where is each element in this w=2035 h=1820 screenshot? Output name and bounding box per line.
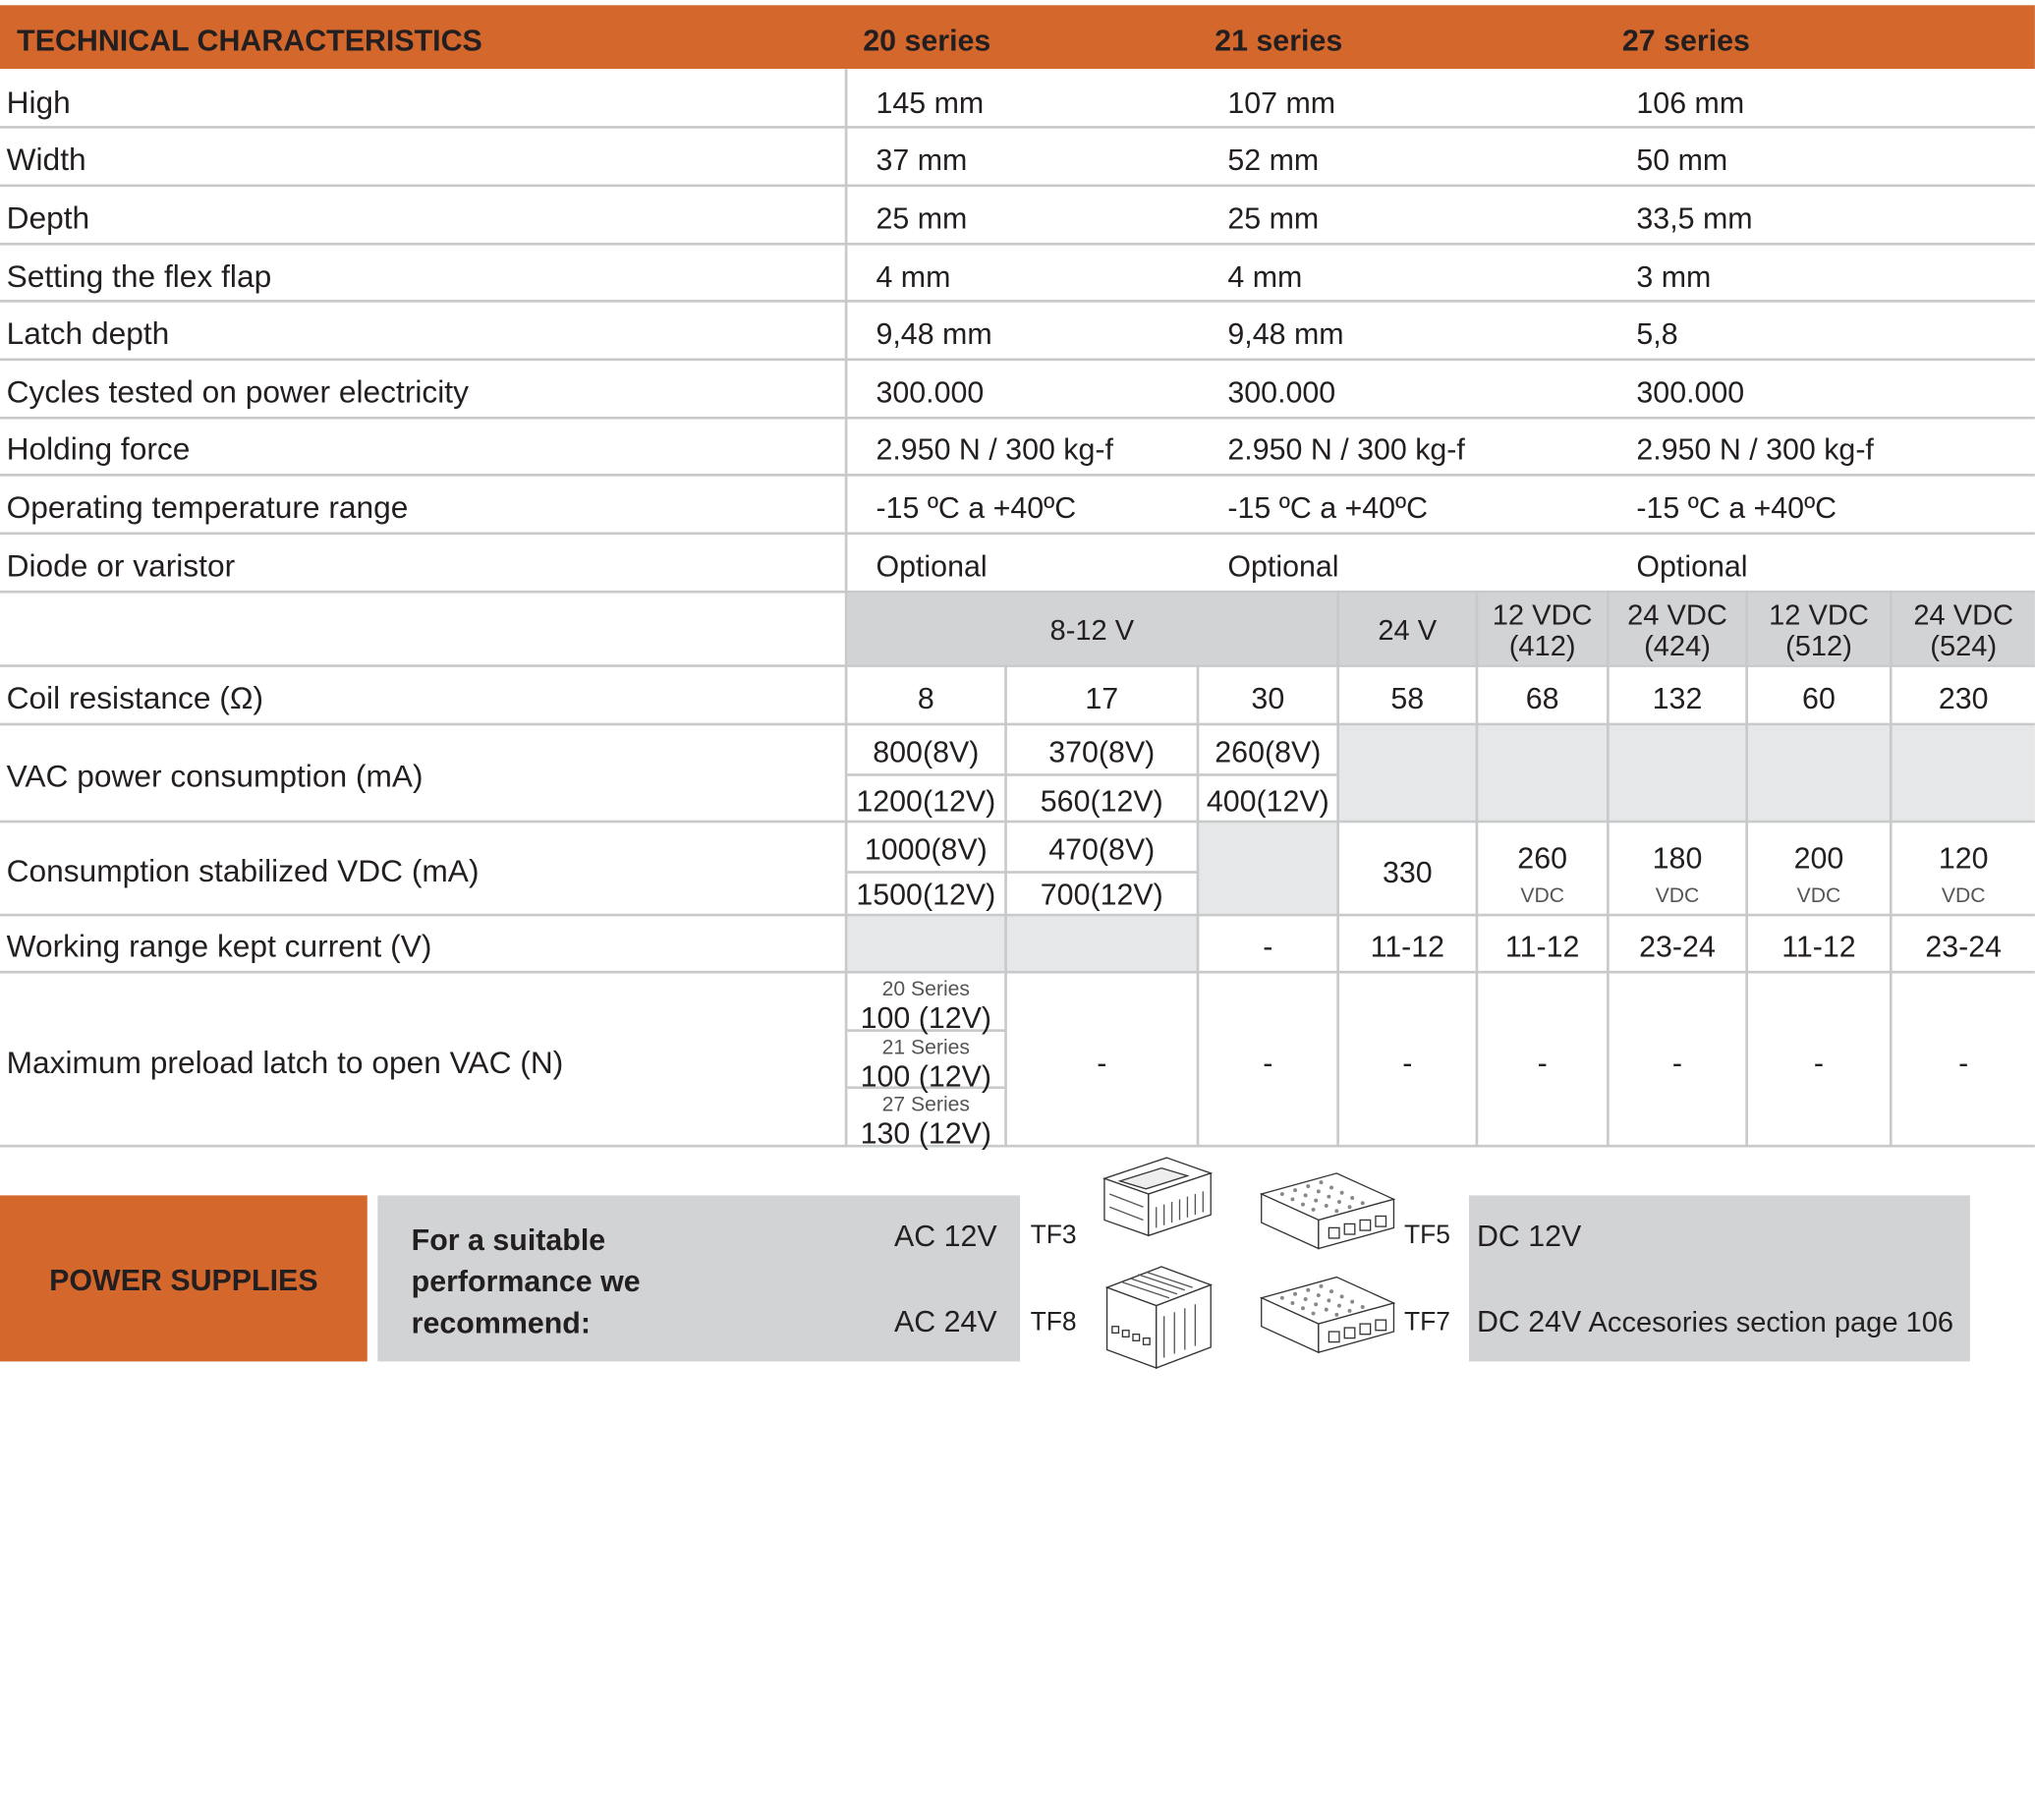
cell-21: Optional: [1227, 548, 1339, 583]
vdc-cell: 1000(8V): [864, 831, 988, 866]
working-cell: 23-24: [1925, 929, 2003, 963]
cell-27: 300.000: [1636, 374, 1745, 410]
cell-27: 2.950 N / 300 kg-f: [1636, 431, 1874, 467]
header-27-series: 27 series: [1621, 23, 1750, 58]
ac-12v: AC 12V: [893, 1219, 997, 1253]
preload-dash: -: [1402, 1046, 1413, 1080]
cell-21: -15 ºC a +40ºC: [1227, 490, 1429, 525]
cell-27: 3 mm: [1636, 259, 1712, 294]
cell-20: Optional: [876, 548, 988, 583]
row-label: Coil resistance (Ω): [6, 681, 264, 717]
row-label: Operating temperature range: [6, 490, 409, 526]
vdc-cell: 180 VDC: [1652, 840, 1703, 908]
recommend-box: [377, 1195, 1020, 1361]
coil-cell: 230: [1938, 681, 1989, 715]
header-title: TECHNICAL CHARACTERISTICS: [17, 23, 482, 58]
coil-cell: 17: [1085, 681, 1119, 715]
tf3-label: TF3: [1030, 1221, 1077, 1250]
voltage-424: 24 VDC (424): [1627, 597, 1727, 662]
cell-20: 145 mm: [876, 85, 985, 120]
row-label: High: [6, 85, 71, 121]
row-label: Consumption stabilized VDC (mA): [6, 854, 480, 889]
header-21-series: 21 series: [1215, 23, 1343, 58]
vac-cell: 1200(12V): [856, 783, 996, 819]
vac-cell: 400(12V): [1206, 783, 1329, 819]
row-label: Maximum preload latch to open VAC (N): [6, 1046, 564, 1082]
cell-20: -15 ºC a +40ºC: [876, 490, 1077, 525]
row-label: Latch depth: [6, 316, 170, 352]
header-20-series: 20 series: [863, 23, 991, 58]
tf5-label: TF5: [1403, 1221, 1450, 1250]
cell-27: -15 ºC a +40ºC: [1636, 490, 1837, 525]
cell-20: 2.950 N / 300 kg-f: [876, 431, 1113, 467]
cell-20: 4 mm: [876, 259, 951, 294]
preload-dash: -: [1263, 1046, 1273, 1080]
coil-cell: 8: [917, 681, 934, 715]
vac-cell: 370(8V): [1048, 734, 1156, 768]
tf8-label: TF8: [1030, 1308, 1077, 1337]
cell-21: 300.000: [1227, 374, 1336, 410]
table-header: [0, 5, 2035, 69]
cell-20: 37 mm: [876, 142, 968, 177]
voltage-24: 24 V: [1378, 613, 1438, 647]
preload-21: 21 Series 100 (12V): [860, 1037, 992, 1094]
preload-dash: -: [1671, 1046, 1683, 1080]
cell-21: 4 mm: [1227, 259, 1303, 294]
coil-cell: 68: [1525, 681, 1559, 715]
coil-cell: 58: [1390, 681, 1425, 715]
cell-20: 9,48 mm: [876, 316, 992, 351]
working-cell: 11-12: [1781, 929, 1856, 963]
cell-21: 107 mm: [1227, 85, 1336, 120]
tf5-device-icon: [1256, 1168, 1398, 1270]
voltage-412: 12 VDC (412): [1492, 597, 1593, 662]
power-supplies-box: [0, 1195, 367, 1361]
vdc-cell: 120 VDC: [1938, 840, 1989, 908]
tf7-device-icon: [1256, 1272, 1398, 1373]
vdc-cell: 470(8V): [1048, 831, 1156, 866]
vdc-cell: 1500(12V): [856, 877, 996, 912]
voltage-8-12: 8-12 V: [1049, 613, 1135, 647]
row-label: Cycles tested on power electricity: [6, 374, 469, 411]
tf8-device-icon: [1094, 1259, 1218, 1376]
row-label: Width: [6, 142, 86, 178]
row-label: VAC power consumption (mA): [6, 759, 424, 795]
vac-cell: 800(8V): [873, 734, 980, 768]
preload-dash: -: [1958, 1046, 1969, 1080]
preload-dash: -: [1537, 1046, 1548, 1080]
cell-21: 25 mm: [1227, 200, 1320, 236]
coil-cell: 60: [1802, 681, 1836, 715]
working-cell: 23-24: [1639, 929, 1716, 963]
ac-24v: AC 24V: [893, 1304, 997, 1338]
row-label: Setting the flex flap: [6, 259, 272, 295]
cell-21: 2.950 N / 300 kg-f: [1227, 431, 1465, 467]
vdc-cell: 700(12V): [1040, 877, 1163, 912]
vdc-empty-cell: [1199, 823, 1336, 913]
coil-cell: 30: [1251, 681, 1285, 715]
row-label: Working range kept current (V): [6, 929, 432, 965]
power-supplies-title: POWER SUPPLIES: [49, 1263, 318, 1297]
working-cell: 11-12: [1504, 929, 1580, 963]
vac-cell: 560(12V): [1040, 783, 1163, 819]
vdc-cell: 330: [1382, 855, 1433, 889]
cell-20: 300.000: [876, 374, 985, 410]
dc-24v: DC 24V: [1476, 1304, 1582, 1338]
vdc-cell: 200 VDC: [1793, 840, 1844, 908]
dc-12v: DC 12V: [1476, 1219, 1582, 1253]
voltage-512: 12 VDC (512): [1769, 597, 1869, 662]
dc-box: [1469, 1195, 1970, 1361]
voltage-524: 24 VDC (524): [1913, 597, 2014, 662]
working-empty-cells: [847, 916, 1198, 970]
cell-27: 106 mm: [1636, 85, 1745, 120]
cell-27: Optional: [1636, 548, 1748, 583]
row-label: Diode or varistor: [6, 548, 236, 585]
cell-21: 52 mm: [1227, 142, 1320, 177]
preload-dash: -: [1097, 1046, 1107, 1080]
working-cell: -: [1263, 929, 1273, 963]
cell-27: 5,8: [1636, 316, 1678, 351]
row-label: Depth: [6, 200, 90, 237]
recommend-text: For a suitable performance we recommend:: [411, 1223, 641, 1339]
working-cell: 11-12: [1370, 929, 1445, 963]
vdc-cell: 260 VDC: [1517, 840, 1567, 908]
preload-20: 20 Series 100 (12V): [860, 978, 992, 1035]
vac-empty-cells: [1339, 725, 2035, 820]
cell-20: 25 mm: [876, 200, 968, 236]
tf7-label: TF7: [1403, 1308, 1450, 1337]
tf3-device-icon: [1094, 1155, 1218, 1248]
accessories-note: Accesories section page 106: [1588, 1305, 1954, 1338]
cell-27: 33,5 mm: [1636, 200, 1753, 236]
preload-27: 27 Series 130 (12V): [860, 1094, 992, 1151]
cell-21: 9,48 mm: [1227, 316, 1344, 351]
cell-27: 50 mm: [1636, 142, 1728, 177]
preload-dash: -: [1813, 1046, 1825, 1080]
row-label: Holding force: [6, 431, 191, 468]
vac-cell: 260(8V): [1215, 734, 1322, 768]
coil-cell: 132: [1652, 681, 1703, 715]
